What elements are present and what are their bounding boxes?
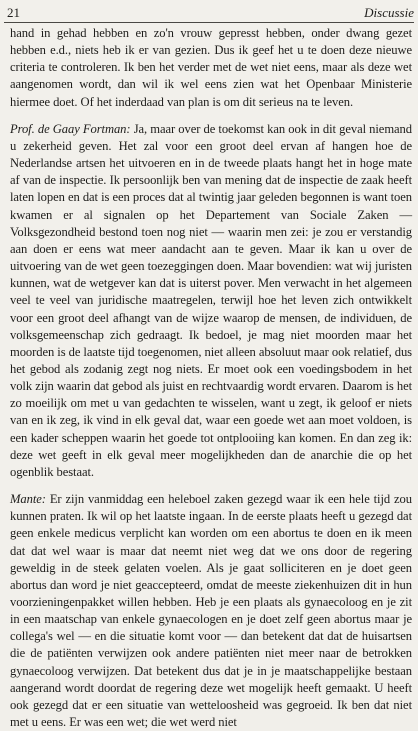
running-title: Discussie	[364, 5, 414, 20]
speaker-name: Mante:	[10, 492, 46, 507]
paragraph-text: Ja, maar over de toekomst kan ook in dit geval niemand u zekerheid geven. Het zal voor een groot deel ervan af hangen hoe de Nederlandse artsen het uitvoeren en in de tweede plaats hangt het in hoge mate af van de inspectie. Ik persoonlijk ben van mening dat de inspectie de zaak heeft laten lopen en dat is een proces dat al twintig jaar geleden begonnen is want toen kwamen er al signalen op het Departement van Sociale Zaken — Volksgezondheid bestond toen nog niet — waarin men zei: je zou er verstandig aan doen er eens wat meer aandacht aan te geven. Maar ik kan u over de uitvoering van de wet geen toezeggingen doen. Maar bovendien: wat wij juristen kunnen, wat de wetgever kan dat is uiterst pover. Men verwacht in het algemeen veel te veel van juridische maatregelen, terwijl hoe het leven zich ontwikkelt voor een groot deel afhangt van de wijze waarop de mensen, de individuen, de volksgemeenschap zich gedraagt. Ik bedoel, je mag niet moorden maar het moorden is de laatste tijd toegenomen, niet alleen absoluut maar ook relatief, dus het gebod als zodanig zegt nog niets. Er moet ook een voedingsbodem in het volk zijn waarin dat gebod als juist en rechtvaardig wordt ervaren. Daarom is het zo moeilijk om met u van gedachten te wisselen, want u zegt, ik geloof er niets van en ik zeg, ik vind in elk geval dat, waar een goede wet aan moet voldoen, is een kader scheppen waarin het goede tot ontplooiing kan komen. En dan zeg ik: deze wet geeft in elk geval meer mogelijkheden dan de anarchie die op het ogenblik bestaat.	[10, 121, 412, 479]
header-rule	[4, 22, 414, 23]
body-text	[10, 25, 412, 731]
speaker-name: Prof. de Gaay Fortman:	[10, 121, 131, 136]
page-header	[4, 4, 414, 21]
paragraph	[10, 491, 412, 731]
paragraph-text: Er zijn vanmiddag een heleboel zaken gezegd waar ik een hele tijd zou kunnen praten. Ik wil op het laatste ingaan. In de eerste plaats heeft u gezegd dat geen enkele medicus verplicht kan worden om een abortus te doen en ik meen dat dat wel waar is maar dat neemt niet weg dat we ons door de regering geweldig in de steek gelaten voelen. Als je gaat solliciteren en je doet geen abortus dan word je niet geaccepteerd, omdat de meeste ziekenhuizen dit in hun voorzieningenpakket willen hebben. Heb je een plaats als gynaecoloog en je zit in een maatschap van enkele gynaecologen en je doet zelf geen abortus maar je collega's wel — en die situatie komt voor — dan betekent dat dat de huisartsen die de patiënten verwijzen ook andere patiënten niet meer naar de betrokken gynaecoloog verwijzen. Dat betekent dus dat je in je maatschappelijke bestaan aangerand wordt doordat de regering deze wet mogelijk heeft gemaakt. U heeft ook gezegd dat er een situatie van wetteloosheid was gegroeid. Ik ben dat niet met u eens. Er was een wet; die wet werd niet	[10, 492, 412, 730]
paragraph	[10, 25, 412, 111]
paragraph-text: hand in gehad hebben en zo'n vrouw gepresst hebben, onder dwang gezet hebben e.d., niets heb ik er van gezien. Dus ik geef het u te doen deze nieuwe criteria te controleren. Ik ben het verder met de wet niet eens, maar als deze wet aangenomen wordt, dan wil ik wel eens zien wat het Openbaar Ministerie hiermee doet. Of het inderdaad van plan is om dit serieus na te leven.	[10, 26, 412, 109]
page-number: 21	[7, 5, 20, 20]
paragraph	[10, 121, 412, 481]
